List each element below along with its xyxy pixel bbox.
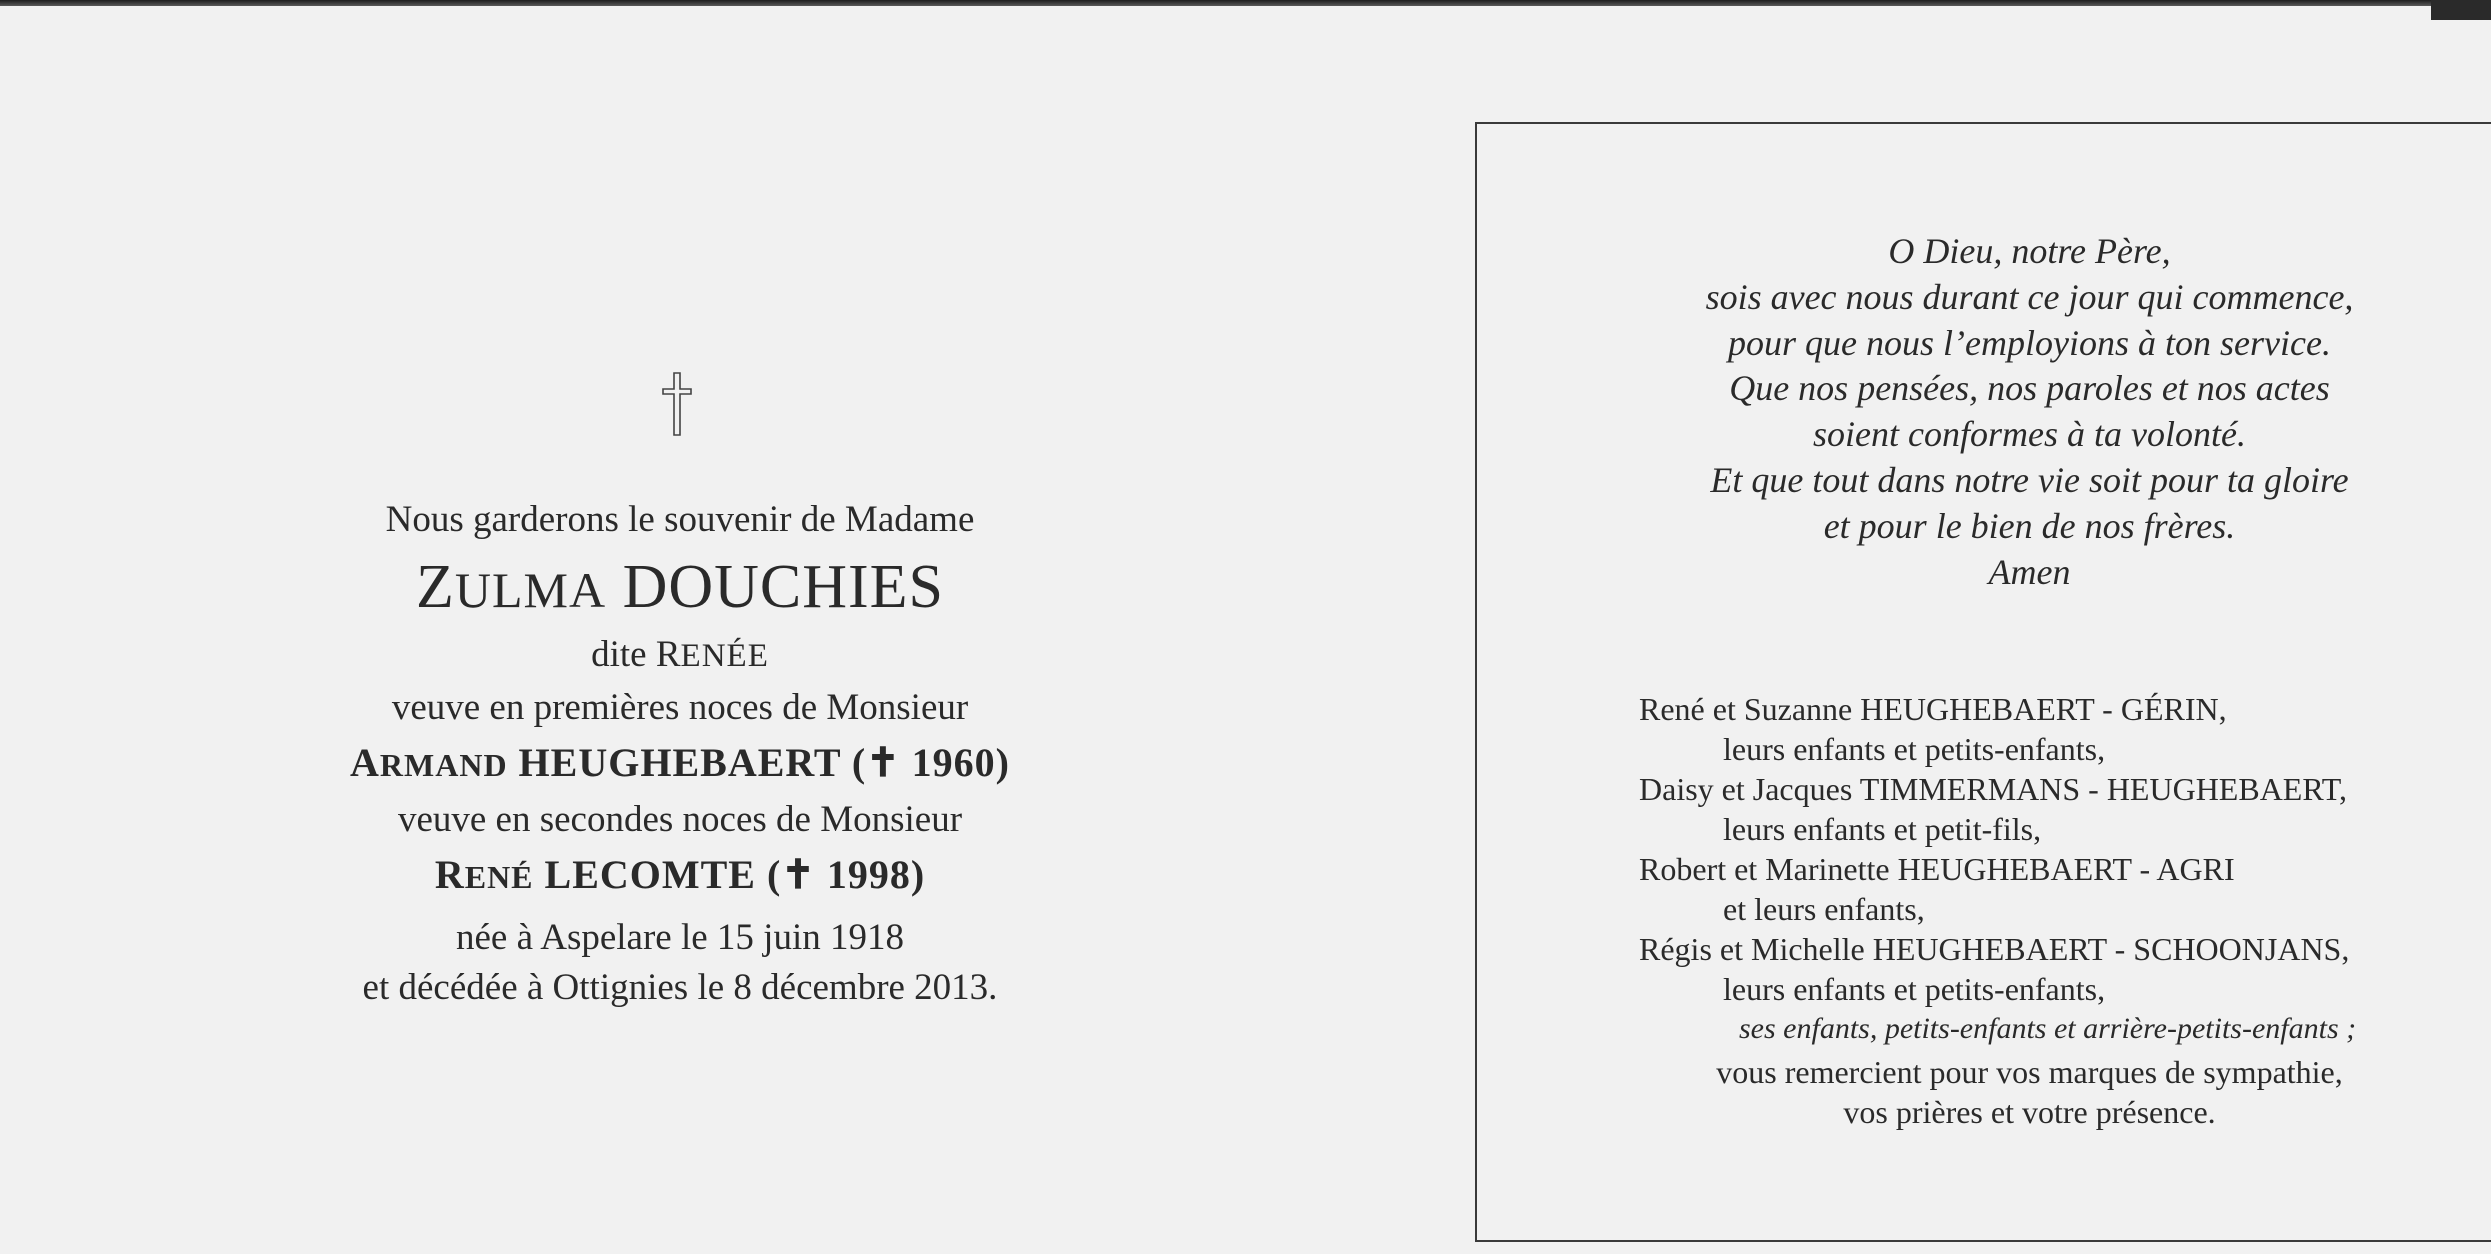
- husband1-rest: RMAND: [379, 747, 508, 783]
- second-marriage-line: veuve en secondes noces de Monsieur: [397, 799, 963, 840]
- nickname-line: [280, 630, 1080, 681]
- family-member: Robert et Marinette HEUGHEBAERT - AGRI: [1639, 851, 2235, 887]
- memorial-right-page: [1475, 122, 2491, 1242]
- prayer-line: pour que nous l’employions à ton service.: [1728, 322, 2331, 363]
- thanks-line: vos prières et votre présence.: [1843, 1094, 2216, 1130]
- prayer-line: Que nos pensées, nos paroles et nos actes: [1729, 368, 2330, 409]
- nickname-rest: ENÉE: [680, 638, 769, 674]
- death-line: et décédée à Ottignies le 8 décembre 2013.: [362, 967, 998, 1008]
- family-member-descendants: leurs enfants et petit-fils,: [1723, 811, 2042, 847]
- family-extra-line: ses enfants, petits-enfants et arrière-petits-enfants ;: [1739, 1012, 2357, 1045]
- memorial-text: [280, 495, 1080, 1013]
- cross-icon: [662, 372, 692, 436]
- thanks-line: vous remercient pour vos marques de sympathie,: [1716, 1054, 2343, 1090]
- thanks-text: [1477, 1052, 2491, 1132]
- first-marriage-line: veuve en premières noces de Monsieur: [391, 687, 969, 728]
- prayer-line: soient conformes à ta volonté.: [1813, 414, 2246, 455]
- scan-corner-shadow: [2431, 0, 2491, 20]
- prayer-text: [1477, 229, 2491, 595]
- birth-line: née à Aspelare le 15 juin 1918: [456, 917, 904, 958]
- family-member: René et Suzanne HEUGHEBAERT - GÉRIN,: [1639, 691, 2227, 727]
- family-member-descendants: leurs enfants et petits-enfants,: [1723, 731, 2106, 767]
- husband1-initial: A: [350, 740, 380, 785]
- prayer-line: sois avec nous durant ce jour qui commence,: [1705, 276, 2354, 317]
- second-husband-name: [280, 845, 1080, 907]
- family-member: Daisy et Jacques TIMMERMANS - HEUGHEBAERT,: [1639, 771, 2347, 807]
- intro-line: Nous garderons le souvenir de Madame: [385, 499, 975, 540]
- husband2-last: LECOMTE (✝ 1998): [544, 852, 926, 897]
- family-member-descendants: et leurs enfants,: [1723, 891, 1925, 927]
- family-list: [1639, 689, 2491, 1049]
- firstname-initial: Z: [415, 553, 455, 621]
- prayer-line: et pour le bien de nos frères.: [1823, 505, 2236, 546]
- firstname-rest: ULMA: [454, 562, 607, 618]
- family-member: Régis et Michelle HEUGHEBAERT - SCHOONJANS,: [1639, 931, 2350, 967]
- nickname-initial: R: [655, 634, 681, 675]
- first-husband-name: [280, 733, 1080, 795]
- dite-word: dite: [591, 634, 647, 675]
- husband1-last: HEUGHEBAERT (✝ 1960): [518, 740, 1010, 785]
- husband2-rest: ENÉ: [464, 859, 534, 895]
- prayer-line: Amen: [1988, 551, 2071, 592]
- prayer-line: Et que tout dans notre vie soit pour ta gloire: [1710, 459, 2349, 500]
- deceased-name: [280, 547, 1080, 630]
- husband2-initial: R: [434, 852, 465, 897]
- prayer-line: O Dieu, notre Père,: [1888, 231, 2171, 271]
- lastname: DOUCHIES: [622, 553, 945, 621]
- family-member-descendants: leurs enfants et petits-enfants,: [1723, 971, 2106, 1007]
